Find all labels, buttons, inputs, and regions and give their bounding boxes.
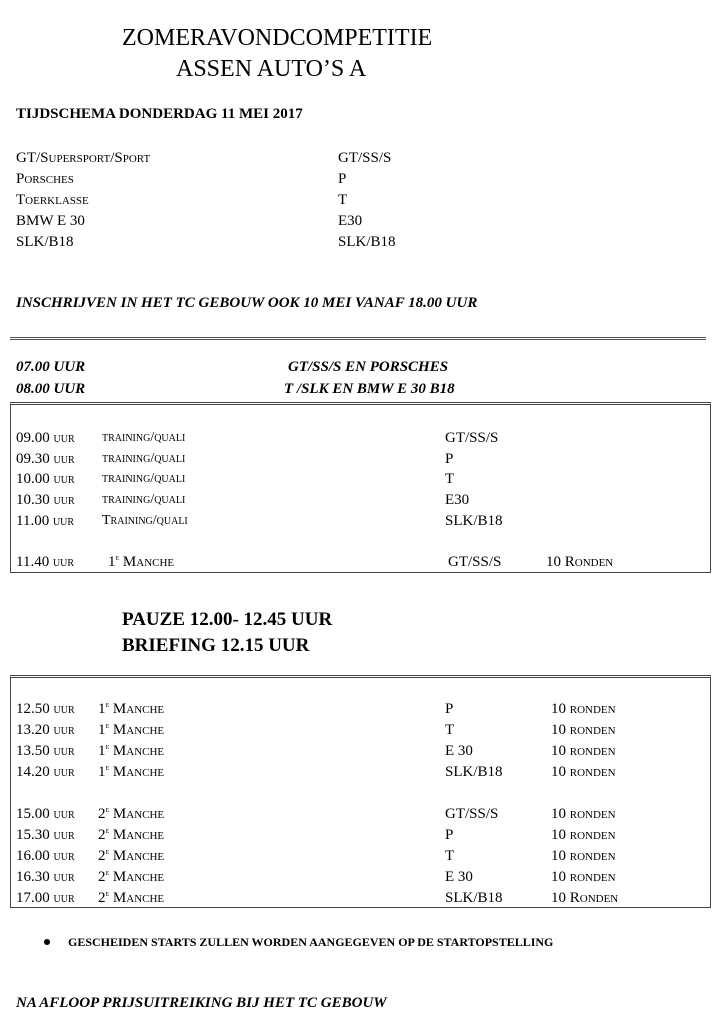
row-time: 09.30 [16,451,50,467]
heat-label: Manche [112,827,165,843]
row-class: GT/SS/S [445,430,499,446]
row-unit: uur [52,514,75,529]
row-event: training/quali [102,492,186,507]
table-row [16,511,74,532]
row-time: 14.20 [16,764,50,780]
heat-number: 1 [98,764,106,780]
schedule-heading: TIJDSCHEMA DONDERDAG 11 MEI 2017 [16,106,303,122]
heat-label: Manche [112,764,165,780]
row-event [98,762,164,782]
row-event [98,699,164,719]
row-time: 16.00 [16,848,50,864]
heat-suffix: e [105,825,110,835]
heat-suffix: e [105,804,110,814]
row-event [98,720,164,740]
row-event [98,846,164,866]
table-row [16,825,75,846]
row-time: 10.30 [16,492,50,508]
heat-label: Manche [112,890,165,906]
heat-number: 1 [98,701,106,717]
row-time: 12.50 [16,701,50,717]
class-name: Toerklasse [16,192,89,208]
row-time: 15.30 [16,827,50,843]
heat-number: 2 [98,848,106,864]
section-divider [10,337,706,341]
row-class: SLK/B18 [445,890,503,906]
heat-number: 1 [98,743,106,759]
table-row [16,741,75,762]
row-unit: uur [53,807,75,822]
row-unit: uur [53,891,75,906]
class-name: SLK/B18 [16,234,74,250]
heat-suffix: e [105,888,110,898]
heat-label: Manche [122,554,175,570]
table-row [16,720,75,741]
row-event [108,552,174,572]
row-event [98,804,164,824]
row-class: E 30 [445,869,473,885]
row-class: T [445,848,455,864]
row-unit: uur [53,431,75,446]
row-time: 16.30 [16,869,50,885]
row-unit: uur [53,744,75,759]
table-row [16,552,74,573]
row-unit: uur [53,765,75,780]
footer-note: NA AFLOOP PRIJSUITREIKING BIJ HET TC GEBOUW [16,995,387,1011]
document-title: ZOMERAVONDCOMPETITIE [122,25,433,51]
row-laps: 10 ronden [551,827,616,843]
bullet-note: GESCHEIDEN STARTS ZULLEN WORDEN AANGEGEVEN OP DE STARTOPSTELLING [68,935,554,949]
heat-label: Manche [112,806,165,822]
row-class: P [445,451,454,467]
row-class: GT/SS/S [445,806,499,822]
heat-number: 2 [98,806,106,822]
row-class: SLK/B18 [445,764,503,780]
table-row [16,469,75,490]
row-class: T [445,471,455,487]
row-time: 13.50 [16,743,50,759]
class-code: P [338,171,347,187]
table-row [16,449,75,470]
row-unit: uur [53,472,75,487]
table-row [16,428,75,449]
table-row [16,804,75,825]
briefing-line: BRIEFING 12.15 UUR [122,635,310,656]
row-unit: uur [53,849,75,864]
table-row [16,762,75,783]
heat-number: 2 [98,890,106,906]
inspection-classes: GT/SS/S EN PORSCHES [288,359,449,375]
pause-line: PAUZE 12.00- 12.45 UUR [122,609,333,630]
heat-suffix: e [105,867,110,877]
class-code: GT/SS/S [338,150,392,166]
registration-note: INSCHRIJVEN IN HET TC GEBOUW OOK 10 MEI VANAF 18.00 UUR [16,295,478,311]
class-name: Porsches [16,171,74,187]
row-event: training/quali [102,430,186,445]
row-unit: uur [53,828,75,843]
heat-label: Manche [112,722,165,738]
row-class: P [445,827,454,843]
class-name: BMW E 30 [16,213,85,229]
row-class: P [445,701,454,717]
row-laps: 10 ronden [551,869,616,885]
row-time: 11.00 [16,513,50,529]
row-laps: 10 Ronden [551,890,619,906]
table-row [16,888,75,909]
row-laps: 10 ronden [551,722,616,738]
row-class: GT/SS/S [448,554,502,570]
row-laps: 10 ronden [551,701,616,717]
row-class: E30 [445,492,470,508]
document-subtitle: ASSEN AUTO’S A [176,56,367,82]
heat-label: Manche [112,848,165,864]
row-event: training/quali [102,451,186,466]
heat-number: 2 [98,827,106,843]
class-code: T [338,192,348,208]
inspection-time: 08.00 UUR [16,381,86,397]
inspection-classes: T /SLK EN BMW E 30 B18 [284,381,455,397]
table-row [16,699,75,720]
row-class: E 30 [445,743,473,759]
row-time: 13.20 [16,722,50,738]
row-laps: 10 ronden [551,764,616,780]
row-unit: uur [53,702,75,717]
heat-suffix: e [105,762,110,772]
heat-suffix: e [105,699,110,709]
row-time: 11.40 [16,554,50,570]
bullet-icon [44,939,50,945]
row-time: 15.00 [16,806,50,822]
row-laps: 10 Ronden [546,554,614,570]
heat-suffix: e [105,741,110,751]
heat-suffix: e [115,552,120,562]
row-unit: uur [53,870,75,885]
class-name: GT/Supersport/Sport [16,150,151,166]
row-event: training/quali [102,471,186,486]
heat-number: 1 [98,722,106,738]
table-row [16,846,75,867]
heat-label: Manche [112,701,165,717]
row-time: 17.00 [16,890,50,906]
row-unit: uur [53,493,75,508]
table-row [16,490,75,511]
class-code: E30 [338,213,363,229]
row-class: T [445,722,455,738]
heat-number: 2 [98,869,106,885]
table-row [16,867,75,888]
heat-label: Manche [112,743,165,759]
row-laps: 10 ronden [551,848,616,864]
heat-number: 1 [108,554,116,570]
class-code: SLK/B18 [338,234,396,250]
row-event [98,825,164,845]
row-time: 10.00 [16,471,50,487]
row-laps: 10 ronden [551,806,616,822]
row-event [98,867,164,887]
row-event [98,741,164,761]
heat-label: Manche [112,869,165,885]
heat-suffix: e [105,720,110,730]
row-unit: uur [53,452,75,467]
row-event: Training/quali [102,513,188,528]
row-event [98,888,164,908]
row-class: SLK/B18 [445,513,503,529]
row-unit: uur [53,723,75,738]
row-time: 09.00 [16,430,50,446]
heat-suffix: e [105,846,110,856]
inspection-time: 07.00 UUR [16,359,86,375]
row-unit: uur [52,555,75,570]
row-laps: 10 ronden [551,743,616,759]
